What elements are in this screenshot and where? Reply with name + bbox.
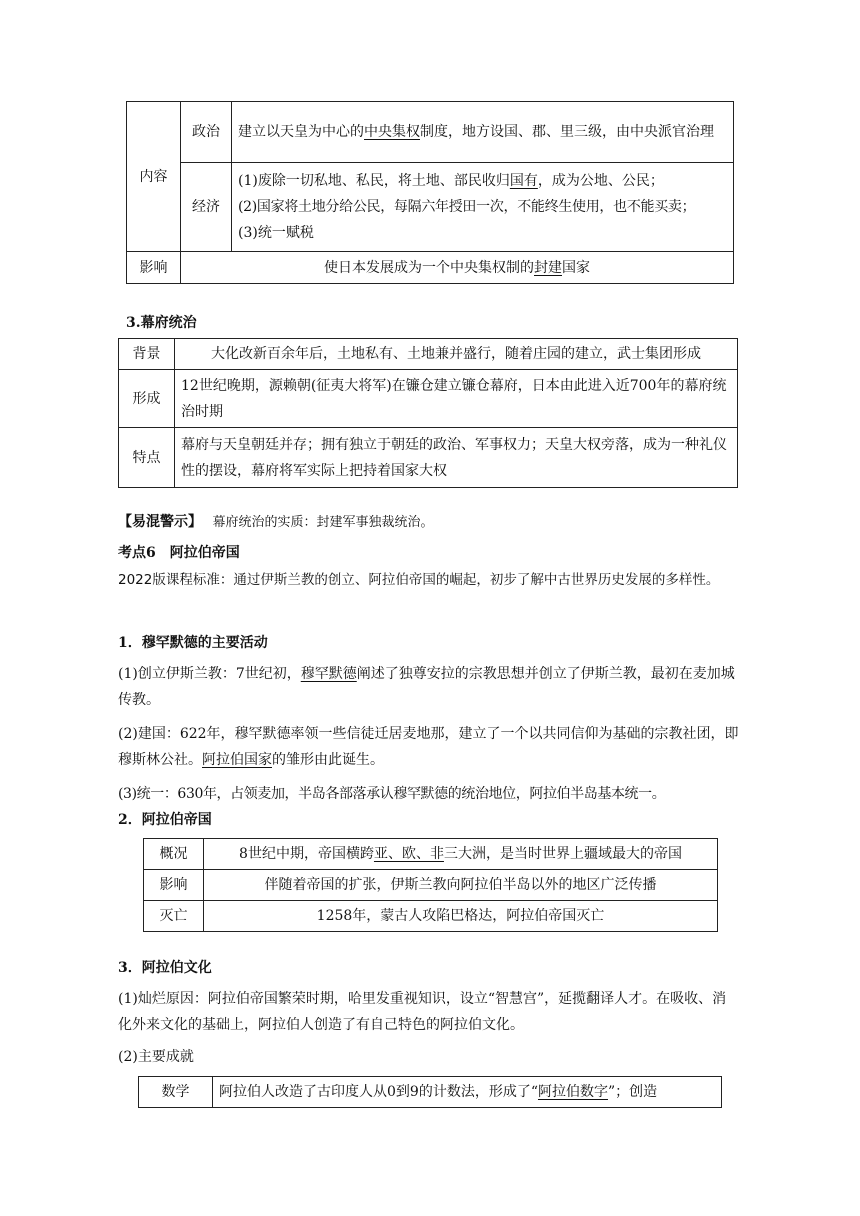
section-title-arab-culture: 3．阿拉伯文化	[118, 960, 212, 976]
underlined-term: 阿拉伯数字	[537, 1084, 608, 1100]
overview-label: 概况	[144, 839, 204, 870]
kaodian-title: 考点6 阿拉伯帝国	[118, 545, 240, 561]
underlined-term: 穆罕默德	[300, 666, 357, 682]
influence-label: 影响	[144, 870, 204, 901]
math-cell: 阿拉伯人改造了古印度人从0到9的计数法，形成了“阿拉伯数字”；创造	[213, 1077, 722, 1108]
shogunate-table	[118, 338, 738, 488]
background-cell: 大化改新百余年后，土地私有、土地兼并盛行，随着庄园的建立，武士集团形成	[175, 339, 738, 370]
section-title-shogunate: 3.幕府统治	[126, 315, 197, 331]
paragraph-unification: (3)统一：630年，占领麦加，半岛各部落承认穆罕默德的统治地位，阿拉伯半岛基本统一。	[118, 786, 666, 802]
math-label: 数学	[139, 1077, 213, 1108]
taika-reform-table	[126, 101, 734, 284]
arab-empire-table	[143, 838, 718, 932]
paragraph-culture-reason: (1)灿烂原因：阿拉伯帝国繁荣时期，哈里发重视知识，设立“智慧宫”，延揽翻译人才。在吸收、消化外来文化的基础上，阿拉伯人创造了有自己特色的阿拉伯文化。	[118, 991, 727, 1033]
section-title-muhammad: 1．穆罕默德的主要活动	[118, 635, 268, 651]
fall-cell: 1258年，蒙古人攻陷巴格达，阿拉伯帝国灭亡	[204, 901, 718, 932]
underlined-term: 中央集权	[364, 124, 420, 140]
formation-cell: 12世纪晚期，源赖朝(征夷大将军)在镰仓建立镰仓幕府，日本由此进入近700年的幕府统治时期	[175, 370, 738, 428]
economy-cell: (1)废除一切私地、私民，将土地、部民收归国有，成为公地、公民； (2)国家将土地分给公民，每隔六年授田一次，不能终生使用，也不能买卖； (3)统一赋税	[232, 163, 734, 252]
paragraph-achievements: (2)主要成就	[118, 1049, 194, 1065]
formation-label: 形成	[119, 370, 175, 428]
paragraph-founding-state: (2)建国：622年，穆罕默德率领一些信徒迁居麦地那，建立了一个以共同信仰为基础的宗教社团，即穆斯林公社。阿拉伯国家的雏形由此诞生。	[118, 726, 739, 768]
politics-label: 政治	[181, 102, 232, 163]
section-title-arab-empire: 2．阿拉伯帝国	[118, 812, 212, 828]
underlined-term: 亚、欧、非	[373, 846, 444, 862]
underlined-term: 封建	[534, 259, 562, 276]
content-label: 内容	[127, 102, 181, 252]
features-cell: 幕府与天皇朝廷并存；拥有独立于朝廷的政治、军事权力；天皇大权旁落，成为一种礼仪性的摆设，幕府将军实际上把持着国家大权	[175, 428, 738, 488]
warning-note	[118, 511, 433, 531]
economy-label: 经济	[181, 163, 232, 252]
politics-cell: 建立以天皇为中心的中央集权制度，地方设国、郡、里三级，由中央派官治理	[232, 102, 734, 163]
warning-text: 幕府统治的实质：封建军事独裁统治。	[212, 515, 434, 530]
paragraph-founding-islam: (1)创立伊斯兰教：7世纪初，穆罕默德阐述了独尊安拉的宗教思想并创立了伊斯兰教，最初在麦加城传教。	[118, 666, 735, 708]
influence-cell: 伴随着帝国的扩张，伊斯兰教向阿拉伯半岛以外的地区广泛传播	[204, 870, 718, 901]
background-label: 背景	[119, 339, 175, 370]
achievements-table	[138, 1076, 722, 1108]
impact-label: 影响	[127, 252, 181, 284]
underlined-term: 国有	[509, 173, 538, 189]
underlined-term: 阿拉伯国家	[202, 752, 272, 768]
curriculum-standard: 2022版课程标准：通过伊斯兰教的创立、阿拉伯帝国的崛起，初步了解中古世界历史发展的多样性。	[118, 572, 720, 588]
overview-cell: 8世纪中期，帝国横跨亚、欧、非三大洲，是当时世界上疆域最大的帝国	[204, 839, 718, 870]
features-label: 特点	[119, 428, 175, 488]
fall-label: 灭亡	[144, 901, 204, 932]
warning-tag: 【易混警示】	[118, 514, 202, 530]
impact-cell: 使日本发展成为一个中央集权制的封建国家	[181, 252, 734, 284]
